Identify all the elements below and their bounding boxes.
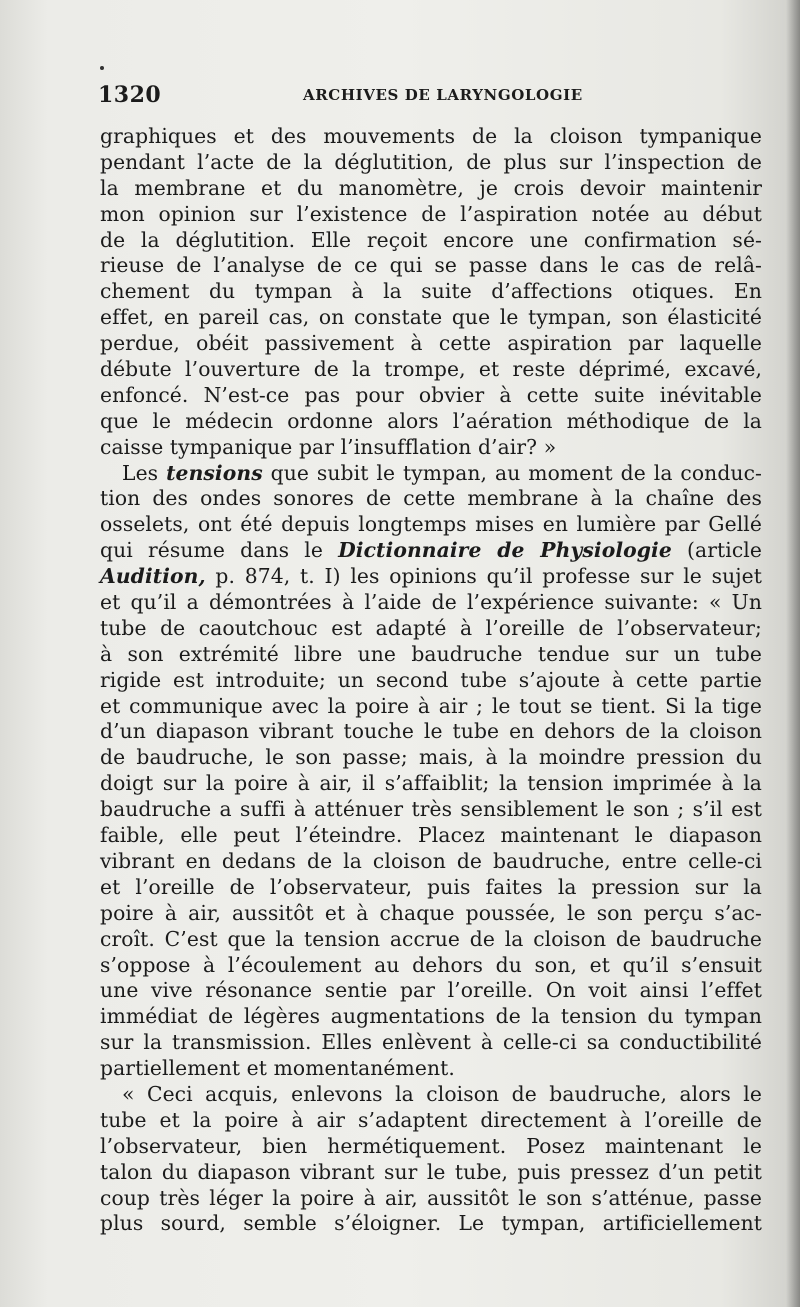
text-line	[100, 512, 762, 538]
text-run: s’oppose à l’écoulement au dehors du son, et qu’il s’ensuit	[100, 952, 762, 977]
text-run: pendant l’acte de la déglutition, de plus sur l’inspection de	[100, 149, 762, 174]
text-run: talon du diapason vibrant sur le tube, puis pressez d’un petit	[100, 1159, 762, 1184]
text-run: et l’oreille de l’observateur, puis faites la pression sur la	[100, 874, 762, 899]
text-line	[100, 694, 762, 720]
text-run: tube et la poire à air s’adaptent directement à l’oreille de	[100, 1107, 762, 1132]
italic-term: Audition,	[100, 564, 206, 589]
text-run: faible, elle peut l’éteindre. Placez maintenant le diapason	[100, 823, 762, 848]
page-binding-shadow	[786, 0, 800, 1307]
text-run: baudruche a suffi à atténuer très sensiblement le son ; s’il est	[100, 797, 762, 822]
text-line	[100, 823, 762, 849]
text-run: d’un diapason vibrant touche le tube en dehors de la cloison	[100, 719, 762, 744]
text-line	[100, 745, 762, 771]
text-line	[100, 279, 762, 305]
text-run: plus sourd, semble s’éloigner. Le tympan, artificiellement	[100, 1211, 762, 1236]
text-run: perdue, obéit passivement à cette aspiration par laquelle	[100, 331, 762, 356]
text-run: graphiques et des mouvements de la cloison tympanique	[100, 124, 762, 148]
text-line	[100, 228, 762, 254]
text-line	[100, 849, 762, 875]
text-line	[100, 978, 762, 1004]
text-run: caisse tympanique par l’insufflation d’air? »	[100, 434, 557, 459]
text-run: immédiat de légères augmentations de la tension du tympan	[100, 1004, 762, 1029]
text-line	[100, 1108, 762, 1134]
text-line	[100, 202, 762, 228]
text-run: la membrane et du manomètre, je crois devoir maintenir	[100, 175, 762, 200]
text-line	[100, 797, 762, 823]
text-run: osselets, ont été depuis longtemps mises en lumière par Gellé	[100, 512, 762, 537]
text-line	[100, 150, 762, 176]
text-run: croît. C’est que la tension accrue de la cloison de baudruche	[100, 926, 762, 951]
text-line	[100, 564, 762, 590]
text-run: rieuse de l’analyse de ce qui se passe dans le cas de relâ-	[100, 253, 762, 278]
text-run: mon opinion sur l’existence de l’aspiration notée au début	[100, 201, 762, 226]
page-header	[98, 82, 758, 112]
text-run: de la déglutition. Elle reçoit encore une confirmation sé-	[100, 227, 762, 252]
body-text	[100, 124, 762, 1237]
text-line	[100, 1211, 762, 1237]
text-line	[100, 616, 762, 642]
text-run: doigt sur la poire à air, il s’affaiblit; la tension imprimée à la	[100, 771, 762, 796]
text-line	[100, 331, 762, 357]
page-number: 1320	[98, 82, 162, 108]
text-run: et communique avec la poire à air ; le tout se tient. Si la tige	[100, 693, 762, 718]
text-run: l’observateur, bien hermétiquement. Posez maintenant le	[100, 1133, 762, 1158]
text-run: et qu’il a démontrées à l’aide de l’expérience suivante: « Un	[100, 590, 762, 615]
text-line	[100, 901, 762, 927]
text-line	[100, 719, 762, 745]
text-line	[100, 1134, 762, 1160]
text-line	[100, 927, 762, 953]
text-run: rigide est introduite; un second tube s’ajoute à cette partie	[100, 667, 762, 692]
text-run: partiellement et momentanément.	[100, 1056, 455, 1081]
text-run: Les	[122, 460, 167, 485]
text-line	[100, 1004, 762, 1030]
text-run: une vive résonance sentie par l’oreille. On voit ainsi l’effet	[100, 978, 762, 1003]
text-run: enfoncé. N’est-ce pas pour obvier à cette suite inévitable	[100, 382, 762, 407]
text-run: (article	[671, 538, 763, 563]
italic-term: Dictionnaire de Physiologie	[338, 538, 672, 563]
text-run: de baudruche, le son passe; mais, à la moindre pression du	[100, 745, 762, 770]
text-run: p. 874, t. I) les opinions qu’il professe sur le sujet	[205, 564, 762, 589]
text-line	[100, 1160, 762, 1186]
text-line	[100, 538, 762, 564]
text-line	[100, 668, 762, 694]
text-run: vibrant en dedans de la cloison de baudruche, entre celle-ci	[100, 848, 762, 873]
text-line	[100, 409, 762, 435]
text-line	[100, 1056, 762, 1082]
text-line	[100, 383, 762, 409]
text-line	[100, 305, 762, 331]
text-run: sur la transmission. Elles enlèvent à celle-ci sa conductibilité	[100, 1030, 762, 1055]
text-run: débute l’ouverture de la trompe, et reste déprimé, excavé,	[100, 357, 762, 382]
text-run: tube de caoutchouc est adapté à l’oreille de l’observateur;	[100, 615, 762, 640]
text-line	[100, 642, 762, 668]
text-line	[100, 771, 762, 797]
text-line	[100, 253, 762, 279]
text-line	[100, 357, 762, 383]
text-line	[100, 953, 762, 979]
text-run: que le médecin ordonne alors l’aération méthodique de la	[100, 408, 762, 433]
text-run: poire à air, aussitôt et à chaque poussée, le son perçu s’ac-	[100, 900, 762, 925]
running-head: ARCHIVES DE LARYNGOLOGIE	[303, 86, 583, 104]
text-run: que subit le tympan, au moment de la conduc-	[262, 460, 763, 485]
text-line	[100, 486, 762, 512]
text-line	[100, 1186, 762, 1212]
ink-speck	[100, 66, 104, 70]
text-line	[100, 124, 762, 150]
text-run: tion des ondes sonores de cette membrane à la chaîne des	[100, 486, 762, 511]
text-run: à son extrémité libre une baudruche tendue sur un tube	[100, 641, 762, 666]
text-line	[100, 875, 762, 901]
text-line	[100, 176, 762, 202]
text-line	[100, 435, 762, 461]
text-line	[100, 1082, 762, 1108]
text-line	[100, 461, 762, 487]
text-run: « Ceci acquis, enlevons la cloison de baudruche, alors le	[122, 1081, 762, 1106]
text-run: coup très léger la poire à air, aussitôt le son s’atténue, passe	[100, 1185, 762, 1210]
italic-term: tensions	[166, 460, 263, 485]
text-line	[100, 590, 762, 616]
text-run: effet, en pareil cas, on constate que le tympan, son élasticité	[100, 305, 762, 330]
text-line	[100, 1030, 762, 1056]
text-run: qui résume dans le	[100, 538, 339, 563]
text-run: chement du tympan à la suite d’affections otiques. En	[100, 279, 762, 304]
